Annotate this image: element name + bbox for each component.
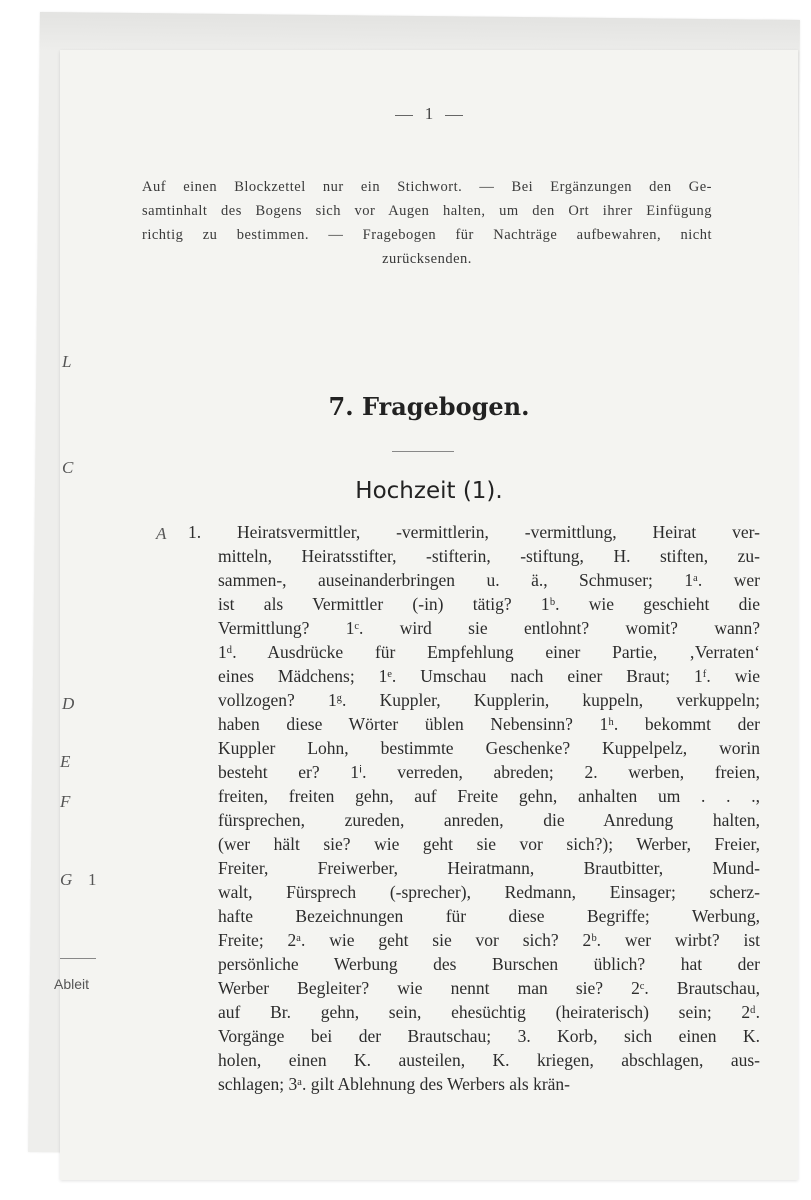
margin-letter-d: D xyxy=(62,694,75,713)
margin-letter-c: C xyxy=(62,458,74,477)
margin-letter-a: A xyxy=(156,524,167,543)
margin-divider xyxy=(60,958,96,959)
margin-letter-f: F xyxy=(60,792,71,811)
text-line: (wer hält sie? wie geht sie vor sich?); Werber, Freier, xyxy=(218,834,760,854)
section-subtitle: Hochzeit (1). xyxy=(355,478,503,504)
text-line: Werber Begleiter? wie nennt man sie? 2ᶜ. Brautschau, xyxy=(218,978,760,998)
instructions-line: samtinhalt des Bogens sich vor Augen halten, um den Ort ihrer Einfügung xyxy=(142,203,712,219)
title-divider xyxy=(392,451,454,452)
instructions-line: Auf einen Blockzettel nur ein Stichwort. — Bei Ergänzungen den Ge- xyxy=(142,179,712,195)
text-line: persönliche Werbung des Burschen üblich? hat der xyxy=(218,954,760,974)
page-number-dash-right xyxy=(445,115,463,116)
text-line: freiten, freiten gehn, auf Freite gehn, anhalten um . . ., xyxy=(218,786,760,806)
instructions-line: richtig zu bestimmen. — Fragebogen für Nachträge aufbewahren, nicht xyxy=(142,227,712,243)
text-line: 1. Heiratsvermittler, -vermittlerin, -vermittlung, Heirat ver- xyxy=(188,522,760,542)
text-line: Vorgänge bei der Brautschau; 3. Korb, sich einen K. xyxy=(218,1026,760,1046)
text-line: Freiter, Freiwerber, Heiratmann, Brautbitter, Mund- xyxy=(218,858,760,878)
text-line: walt, Fürsprech (-sprecher), Redmann, Einsager; scherz- xyxy=(218,882,760,902)
text-line: 1ᵈ. Ausdrücke für Empfehlung einer Partie, ‚Verraten‘ xyxy=(218,642,760,662)
text-line: Freite; 2ᵃ. wie geht sie vor sich? 2ᵇ. wer wirbt? ist xyxy=(218,930,760,950)
document-title: 7. Fragebogen. xyxy=(328,392,530,421)
instructions-block xyxy=(142,175,712,271)
text-line: hafte Bezeichnungen für diese Begriffe; Werbung, xyxy=(218,906,760,926)
text-line: schlagen; 3ᵃ. gilt Ablehnung des Werbers als krän- xyxy=(218,1074,570,1094)
text-line: fürsprechen, zureden, anreden, die Anredung halten, xyxy=(218,810,760,830)
text-line: auf Br. gehn, sein, ehesüchtig (heiraterisch) sein; 2ᵈ. xyxy=(218,1002,760,1022)
text-line: Vermittlung? 1ᶜ. wird sie entlohnt? womit? wann? xyxy=(218,618,760,638)
text-line: eines Mädchens; 1ᵉ. Umschau nach einer Braut; 1ᶠ. wie xyxy=(218,666,760,686)
margin-letter-l: L xyxy=(62,352,72,371)
margin-ableit: Ableit xyxy=(54,976,90,992)
margin-number-g: 1 xyxy=(88,870,97,889)
text-line: holen, einen K. austeilen, K. kriegen, abschlagen, aus- xyxy=(218,1050,760,1070)
question-text xyxy=(188,520,760,1096)
margin-letter-g: G xyxy=(60,870,73,889)
text-line: haben diese Wörter üblen Nebensinn? 1ʰ. bekommt der xyxy=(218,714,760,734)
text-line: mitteln, Heiratsstifter, -stifterin, -stiftung, H. stiften, zu- xyxy=(218,546,760,566)
text-line: vollzogen? 1ᵍ. Kuppler, Kupplerin, kuppeln, verkuppeln; xyxy=(218,690,760,710)
text-line: ist als Vermittler (-in) tätig? 1ᵇ. wie geschieht die xyxy=(218,594,760,614)
page-number-dash-left xyxy=(395,115,413,116)
margin-letter-e: E xyxy=(60,752,71,771)
questionnaire-page xyxy=(54,50,798,1180)
instructions-line: zurücksenden. xyxy=(382,251,472,267)
page-number-value: 1 xyxy=(424,104,434,123)
page-number xyxy=(60,104,798,124)
text-line: Kuppler Lohn, bestimmte Geschenke? Kuppelpelz, worin xyxy=(218,738,760,758)
text-line: sammen-, auseinanderbringen u. ä., Schmuser; 1ᵃ. wer xyxy=(218,570,760,590)
text-line: besteht er? 1ⁱ. verreden, abreden; 2. werben, freien, xyxy=(218,762,760,782)
